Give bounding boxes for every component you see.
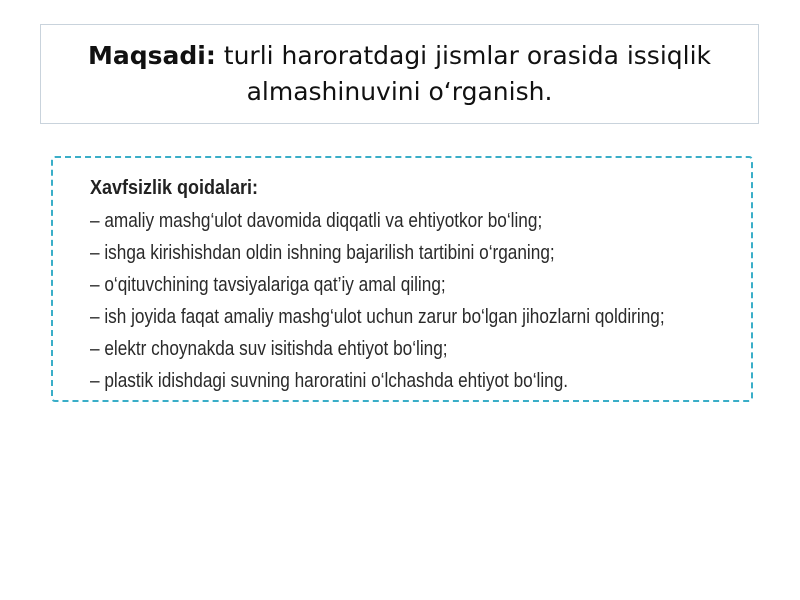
- safety-rule-item: – o‘qituvchining tavsiyalariga qat’iy amal qiling;: [90, 274, 446, 296]
- safety-rule-item: – amaliy mashg‘ulot davomida diqqatli va ehtiyotkor bo‘ling;: [90, 210, 543, 232]
- safety-rule-item: – ish joyida faqat amaliy mashg‘ulot uchun zarur bo‘lgan jihozlarni qoldiring;: [90, 306, 665, 328]
- goal-box: [40, 24, 759, 124]
- goal-label: Maqsadi:: [87, 41, 216, 70]
- safety-rules-list: [90, 205, 751, 397]
- safety-rule-item: – plastik idishdagi suvning haroratini o‘lchashda ehtiyot bo‘ling.: [90, 370, 569, 392]
- goal-text: turli haroratdagi jismlar orasida issiqlik almashinuvini o‘rganish.: [215, 41, 712, 106]
- safety-rules-title: Xavfsizlik qoidalari:: [90, 177, 259, 199]
- goal-statement: [81, 38, 718, 110]
- safety-rules-box: [51, 156, 753, 402]
- safety-rule-item: – ishga kirishishdan oldin ishning bajarilish tartibini o‘rganing;: [90, 242, 555, 264]
- safety-rule-item: – elektr choynakda suv isitishda ehtiyot bo‘ling;: [90, 338, 448, 360]
